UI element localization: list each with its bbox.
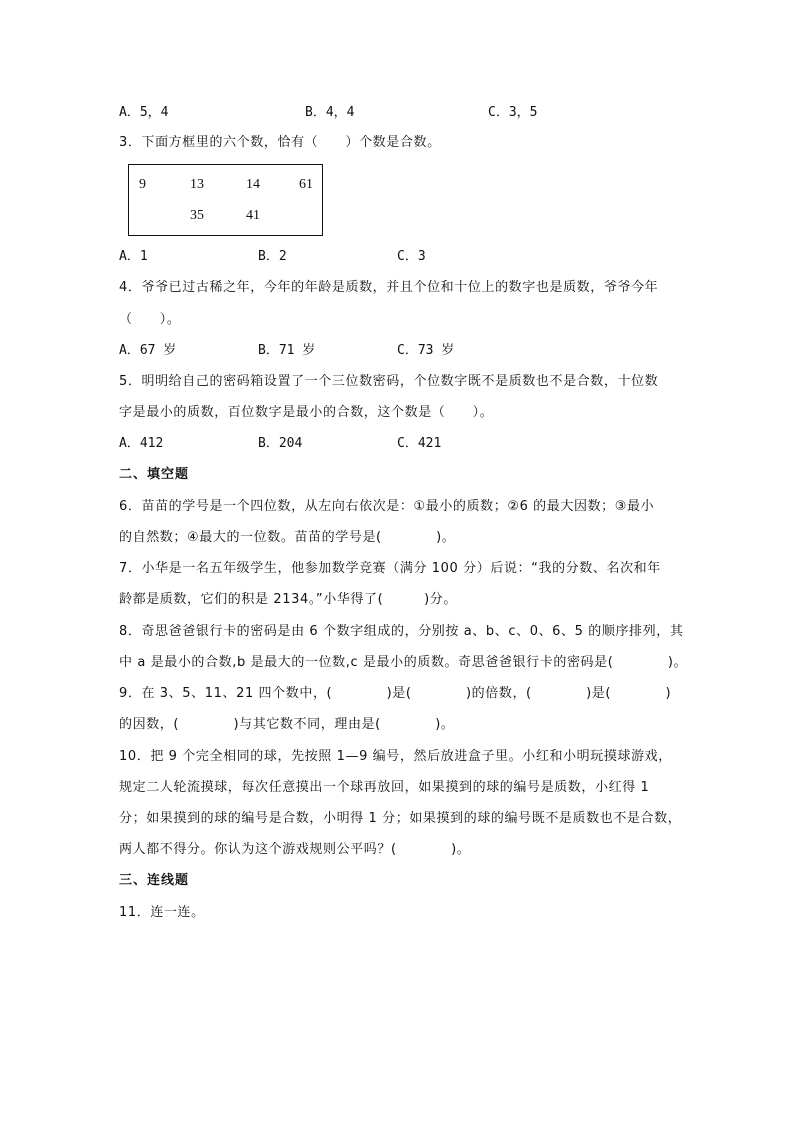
q4-stem-line2: （ ）。 [119,312,181,327]
q6-line1: 6．苗苗的学号是一个四位数，从左向右依次是：①最小的质数；②6 的最大因数；③最小 [119,499,655,514]
q5-option-c: C．421 [397,436,442,451]
number-box [128,164,323,236]
q10-line1: 10．把 9 个完全相同的球，先按照 1—9 编号，然后放进盒子里。小红和小明玩摸球游戏， [119,749,672,764]
q3-option-a: A．1 [119,249,148,264]
box-number: 9 [139,177,146,192]
q4-stem-line1: 4．爷爷已过古稀之年，今年的年龄是质数，并且个位和十位上的数字也是质数，爷爷今年 [119,280,659,295]
q4-option-b: B．71 岁 [258,343,316,358]
q5-option-b: B．204 [258,436,303,451]
q2-option-a: A．5，4 [119,105,169,120]
q10-line2: 规定二人轮流摸球，每次任意摸出一个球再放回，如果摸到的球的编号是质数，小红得 1 [119,780,650,795]
q10-line3: 分；如果摸到的球的编号是合数，小明得 1 分；如果摸到的球的编号既不是质数也不是合数， [119,811,682,826]
q3-stem: 3．下面方框里的六个数，恰有（ ）个数是合数。 [119,135,441,150]
q10-line4: 两人都不得分。你认为这个游戏规则公平吗？( )。 [119,842,471,857]
q4-option-c: C．73 岁 [397,343,455,358]
q3-option-c: C．3 [397,249,426,264]
q2-option-b: B．4，4 [305,105,355,120]
section-heading-matching: 三、连线题 [119,873,190,888]
q5-stem-line1: 5．明明给自己的密码箱设置了一个三位数密码，个位数字既不是质数也不是合数，十位数 [119,374,659,389]
q9-line2: 的因数，( )与其它数不同，理由是( )。 [119,717,455,732]
section-heading-fill-in: 二、填空题 [119,467,190,482]
q7-line1: 7．小华是一名五年级学生，他参加数学竞赛（满分 100 分）后说：“我的分数、名次和年 [119,561,661,576]
box-number: 61 [299,177,313,192]
q5-option-a: A．412 [119,436,164,451]
q8-line2: 中 a 是最小的合数,b 是最大的一位数,c 是最小的质数。奇思爸爸银行卡的密码是( )。 [119,655,688,670]
q2-option-c: C．3，5 [488,105,538,120]
q9-line1: 9．在 3、5、11、21 四个数中，( )是( )的倍数，( )是( ) [119,686,672,701]
box-number: 14 [246,177,260,192]
q5-stem-line2: 字是最小的质数，百位数字是最小的合数，这个数是（ ）。 [119,405,494,420]
q7-line2: 龄都是质数，它们的积是 2134。”小华得了( )分。 [119,592,457,607]
q11-stem: 11．连一连。 [119,905,205,920]
q6-line2: 的自然数；④最大的一位数。苗苗的学号是( )。 [119,530,456,545]
box-number: 13 [190,177,204,192]
box-number: 41 [246,208,260,223]
q8-line1: 8．奇思爸爸银行卡的密码是由 6 个数字组成的，分别按 a、b、c、0、6、5 的顺序排列，其 [119,624,684,639]
q3-option-b: B．2 [258,249,287,264]
box-number: 35 [190,208,204,223]
q4-option-a: A．67 岁 [119,343,177,358]
